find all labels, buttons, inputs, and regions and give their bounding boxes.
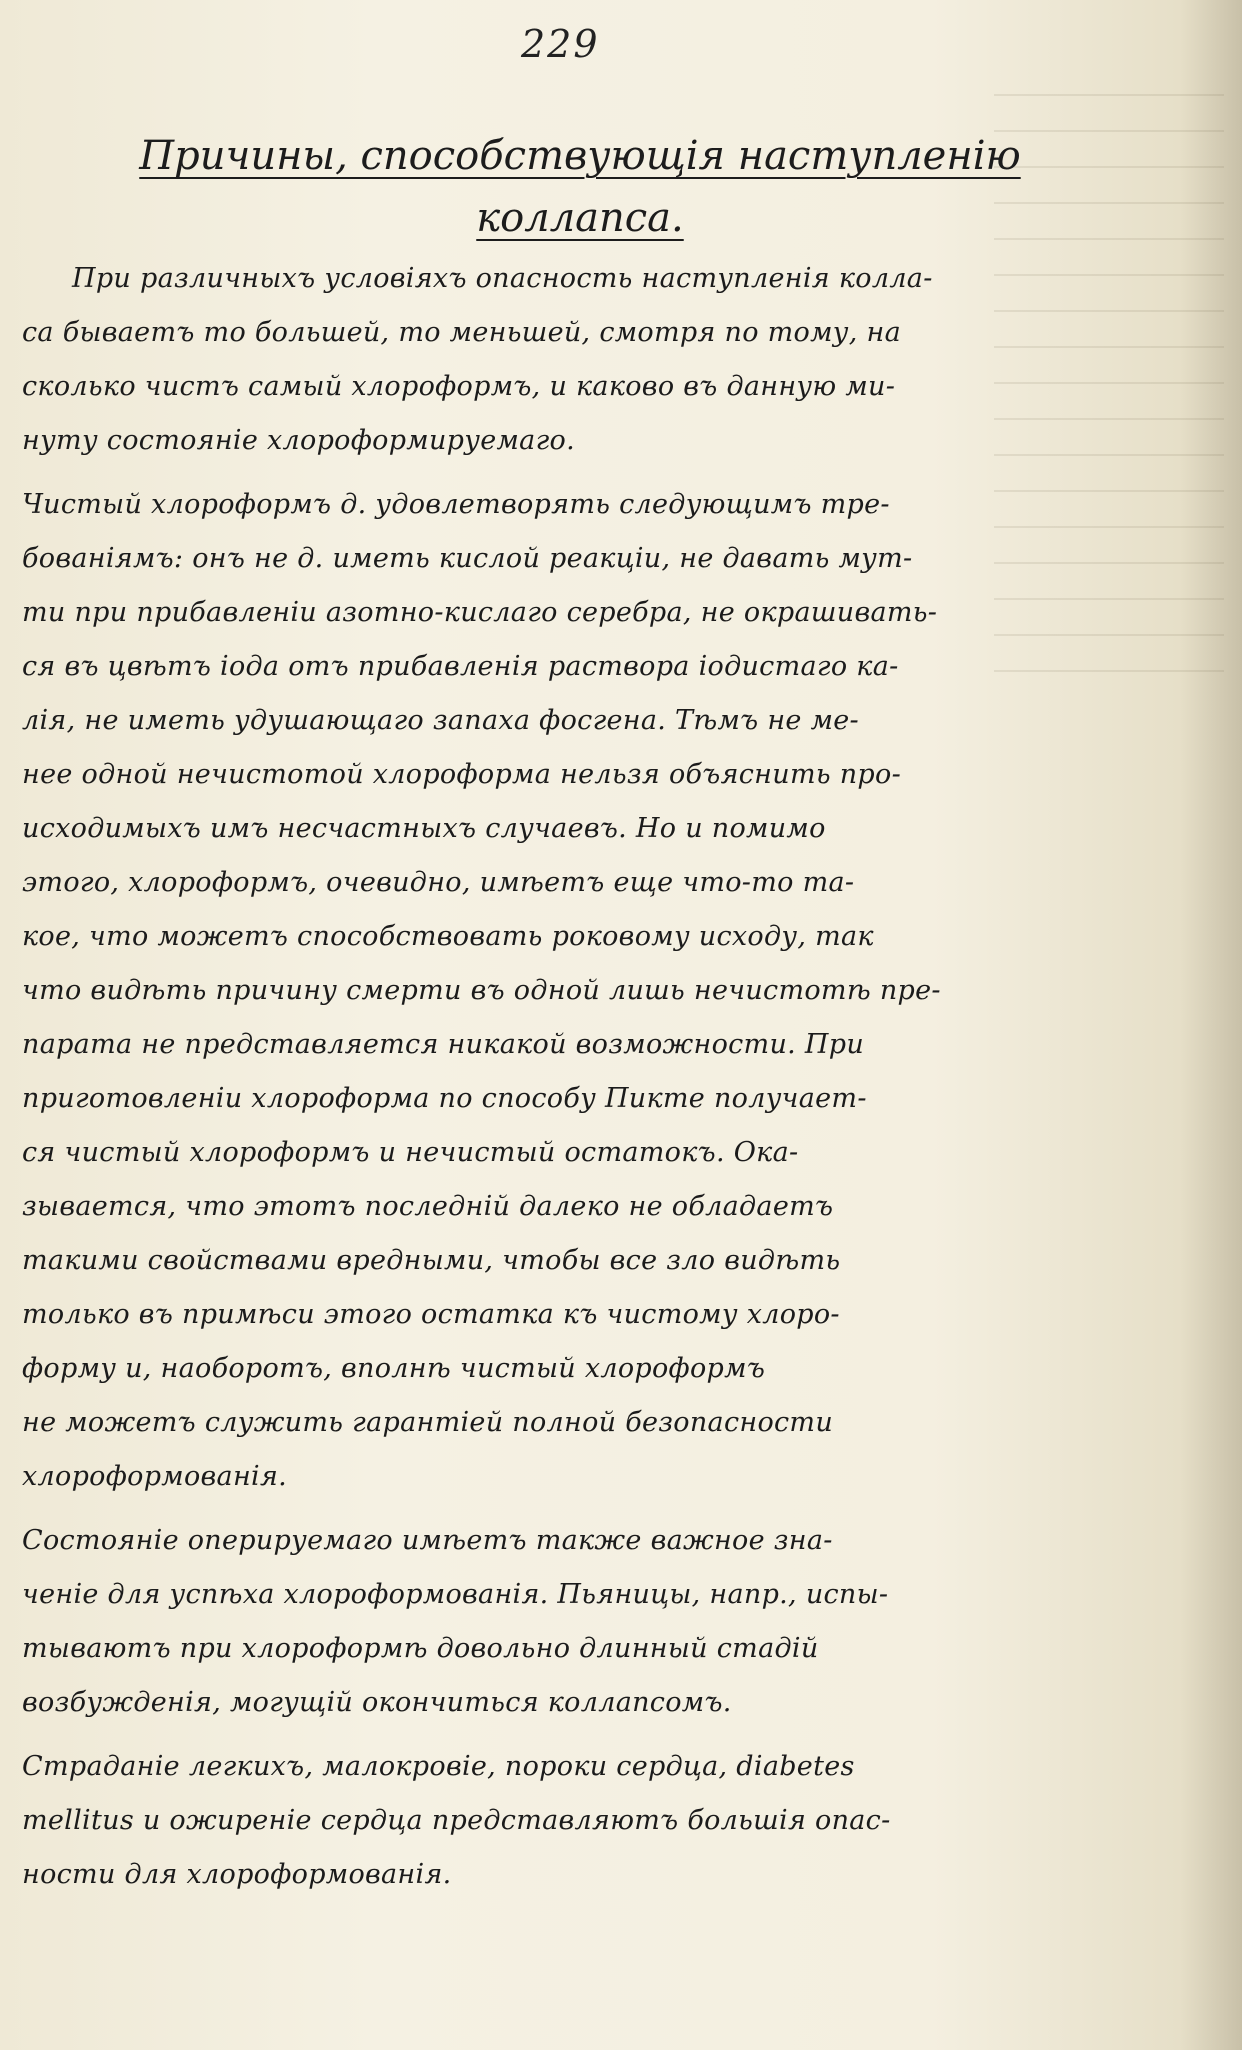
text-line: зывается, что этотъ последній далеко не обладаетъ [22, 1191, 834, 1222]
text-line: ченіе для успѣха хлороформованія. Пьяницы, напр., испы- [22, 1579, 889, 1610]
text-line: нее одной нечистотой хлороформа нельзя объяснить про- [22, 759, 901, 790]
paragraph [22, 1740, 1107, 1902]
text-line: исходимыхъ имъ несчастныхъ случаевъ. Но и помимо [22, 813, 826, 844]
text-line: приготовленіи хлороформа по способу Пикте получает- [22, 1083, 867, 1114]
text-line: ности для хлороформованія. [22, 1859, 452, 1890]
text-line: тываютъ при хлороформѣ довольно длинный стадій [22, 1633, 819, 1664]
text-line: ся чистый хлороформъ и нечистый остатокъ. Ока- [22, 1137, 799, 1168]
chapter-title [100, 125, 1060, 249]
text-line: не можетъ служить гарантіей полной безопасности [22, 1407, 834, 1438]
text-line: лія, не иметь удушающаго запаха фосгена. Тѣмъ не ме- [22, 705, 859, 736]
text-line: mellitus и ожиреніе сердца представляютъ большія опас- [22, 1805, 891, 1836]
text-line: сколько чистъ самый хлороформъ, и каково въ данную ми- [22, 371, 896, 402]
paragraph [22, 1514, 1107, 1730]
text-line: возбужденія, могущій окончиться коллапсомъ. [22, 1687, 732, 1718]
text-line: При различныхъ условіяхъ опасность наступленія колла- [72, 263, 933, 294]
title-line-1: Причины, способствующія наступленію [139, 133, 1021, 179]
text-line: Состояніе оперируемаго имѣетъ также важное зна- [22, 1525, 833, 1556]
body-text [22, 252, 1107, 1902]
text-line: бованіямъ: онъ не д. иметь кислой реакціи, не давать мут- [22, 543, 913, 574]
text-line: этого, хлороформъ, очевидно, имѣетъ еще что-то та- [22, 867, 855, 898]
text-line: нуту состояніе хлороформируемаго. [22, 425, 575, 456]
text-line: са бываетъ то большей, то меньшей, смотря по тому, на [22, 317, 902, 348]
title-line-2: коллапса. [476, 195, 684, 241]
text-line: хлороформованія. [22, 1461, 288, 1492]
text-line: кое, что можетъ способствовать роковому исходу, так [22, 921, 874, 952]
text-line: такими свойствами вредными, чтобы все зло видѣть [22, 1245, 841, 1276]
text-line: Страданіе легкихъ, малокровіе, пороки сердца, diabetes [22, 1751, 855, 1782]
text-line: ся въ цвѣтъ іода отъ прибавленія раствора іодистаго ка- [22, 651, 899, 682]
text-line: только въ примѣси этого остатка къ чистому хлоро- [22, 1299, 840, 1330]
paragraph [22, 252, 1107, 468]
text-line: ти при прибавленіи азотно-кислаго серебра, не окрашивать- [22, 597, 938, 628]
text-line: что видѣть причину смерти въ одной лишь нечистотѣ пре- [22, 975, 941, 1006]
page-number: 229 [521, 22, 600, 66]
text-line: Чистый хлороформъ д. удовлетворять следующимъ тре- [22, 489, 890, 520]
text-line: парата не представляется никакой возможности. При [22, 1029, 865, 1060]
paragraph [22, 478, 1107, 1504]
text-line: форму и, наоборотъ, вполнѣ чистый хлороформъ [22, 1353, 766, 1384]
